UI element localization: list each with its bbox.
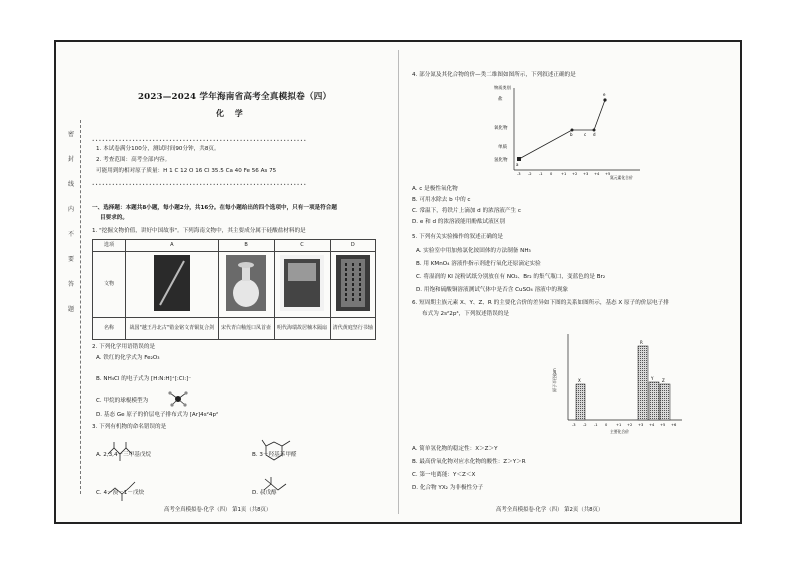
q6-option-a: A. 简单氢化物的稳定性：X＞Z＞Y xyxy=(412,446,498,452)
binding-char: 内 xyxy=(67,206,74,213)
binding-line xyxy=(80,120,81,494)
page-divider xyxy=(398,50,399,514)
q6-option-c: C. 第一电离能：Y＜Z＜X xyxy=(412,472,476,478)
binding-char: 要 xyxy=(67,256,74,263)
x-tick-label: -1 xyxy=(594,423,598,427)
question-2: 2. 下列化学用语错误的是 xyxy=(92,344,156,350)
question-6-cont: 布式为 2s²2p⁴，下列叙述错误的是 xyxy=(422,311,509,317)
x-tick-label: +3 xyxy=(583,172,589,176)
question-4: 4. 部分氮及其化合物的价—类二维图如图所示，下列叙述正确的是 xyxy=(412,72,576,78)
relic-image-vase xyxy=(218,252,274,318)
bar xyxy=(660,384,670,420)
exam-subject: 化 学 xyxy=(216,108,247,118)
x-tick-label: 0 xyxy=(605,423,608,427)
question-6: 6. 短周期主族元素 X、Y、Z、R 的主要化合价的差异如下图的关系如图所示，基态 X 原子的价层电子排 xyxy=(412,300,669,306)
q6-option-b: B. 最高价氧化物对应水化物的酸性：Z＞Y＞R xyxy=(412,459,526,465)
bar-label: X xyxy=(578,378,581,383)
question-3: 3. 下列有机物的命名错误的是 xyxy=(92,424,167,430)
exam-page-1 xyxy=(56,42,398,522)
structure-d xyxy=(262,474,290,500)
x-tick-label: -3 xyxy=(517,172,521,176)
exam-title: 2023—2024 学年海南省高考全真模拟卷（四） xyxy=(138,92,332,102)
binding-char: 封 xyxy=(67,156,74,163)
table-header: B xyxy=(218,240,274,252)
radius-valence-bar-chart xyxy=(550,332,686,434)
x-tick-label: +4 xyxy=(649,423,655,427)
y-axis-label: 原子半径/pm xyxy=(552,368,557,392)
scanned-exam-sheet xyxy=(54,40,742,524)
q5-option-c: C. 将湿润的 KI 淀粉试纸分别放在有 NO₂、Br₂ 的集气瓶口，变蓝色的是 Br₂ xyxy=(416,274,606,280)
binding-margin xyxy=(64,132,78,332)
q2-option-a: A. 铁红的化学式为 Fe₂O₃ xyxy=(96,355,160,361)
note-1: 1. 本试卷满分100分，测试时间90分钟，共8页。 xyxy=(96,146,220,152)
binding-char: 不 xyxy=(67,231,74,238)
x-tick-label: -2 xyxy=(583,423,587,427)
data-point xyxy=(517,157,521,161)
table-header: C xyxy=(274,240,330,252)
x-tick-label: 0 xyxy=(550,172,553,176)
q5-option-d: D. 用饱和硫酸铜溶液测试气体中是否含 CuSO₄ 溶液中的现象 xyxy=(416,287,569,293)
bar xyxy=(649,382,659,420)
point-label: c xyxy=(584,132,587,137)
q4-option-d: D. e 和 d 的浓溶液能用酚酞试液区别 xyxy=(412,219,505,225)
x-tick-label: +2 xyxy=(572,172,578,176)
point-label: e xyxy=(603,92,606,97)
q5-option-b: B. 用 KMnO₄ 溶液作指示剂进行氧化还原滴定实验 xyxy=(416,261,541,267)
names-label: 名称 xyxy=(93,318,126,340)
dotted-separator: •••••••••••••••••••••••••••••••••••••••••••••••••••••••••••••••• xyxy=(92,182,307,187)
x-tick-label: +3 xyxy=(638,423,644,427)
category-label: 盐 xyxy=(498,97,503,102)
x-tick-label: +5 xyxy=(605,172,611,176)
dotted-separator: •••••••••••••••••••••••••••••••••••••••••••••••••••••••••••••••• xyxy=(92,138,307,143)
structure-b xyxy=(260,436,294,464)
x-tick-label: +4 xyxy=(594,172,600,176)
table-header: D xyxy=(330,240,375,252)
category-label: 氢化物 xyxy=(494,158,508,163)
q3-option-c: C. 4－溴－1－戊炔 xyxy=(96,490,145,496)
section-heading-cont: 目要求的。 xyxy=(100,215,128,221)
x-axis-label: 主要化合价 xyxy=(610,429,629,434)
relic-name: 战国"越王丹北古"错金铭文青铜复合剑 xyxy=(126,318,219,340)
nitrogen-valence-chart xyxy=(494,82,644,180)
x-tick-label: -3 xyxy=(572,423,576,427)
q3-option-d: D. 叔戊醇 xyxy=(252,490,277,496)
q4-option-a: A. c 是极性氧化物 xyxy=(412,186,458,192)
q4-option-c: C. 常温下，将铁片上滴加 d 的浓溶液产生 c xyxy=(412,208,521,214)
q6-option-d: D. 化合物 YX₂ 为非极性分子 xyxy=(412,485,484,491)
relic-table xyxy=(92,239,376,340)
structure-c xyxy=(106,476,136,502)
x-tick-label: -1 xyxy=(539,172,543,176)
question-5: 5. 下列有关实验操作的叙述正确的是 xyxy=(412,234,504,240)
note-2: 2. 考查范围：高考全部内容。 xyxy=(96,157,171,163)
point-label: b xyxy=(570,132,573,137)
page-footer-right: 高考全真模拟卷·化学（四） 第2页（共8页） xyxy=(496,506,604,513)
bar xyxy=(576,384,585,420)
bar-label: Z xyxy=(662,378,665,383)
category-label: 氧化物 xyxy=(494,126,508,131)
binding-char: 密 xyxy=(67,131,74,138)
bar xyxy=(638,346,648,420)
relic-name: 明代海瑞故居楠木隔扇 xyxy=(274,318,330,340)
relic-name: 宋代青白釉莲口凤首壶 xyxy=(218,318,274,340)
x-tick-label: +2 xyxy=(627,423,633,427)
category-label: 单质 xyxy=(498,145,507,150)
table-header: 选项 xyxy=(93,240,126,252)
q3-option-a: A. 2,3,4－三甲基戊烷 xyxy=(96,452,152,458)
x-tick-label: +1 xyxy=(561,172,567,176)
x-tick-label: +5 xyxy=(660,423,666,427)
trend-line xyxy=(519,100,605,159)
x-axis-label: 氮元素化合价 xyxy=(610,175,633,180)
q5-option-a: A. 实验室中用加热氯化铵固体的方法制备 NH₃ xyxy=(416,248,531,254)
table-header: A xyxy=(126,240,219,252)
section-heading: 一、选择题：本题共8小题，每小题2分，共16分。在每小题给出的四个选项中，只有一项是符合题 xyxy=(92,205,337,211)
q2-option-b: B. NH₄Cl 的电子式为 [H:N:H]⁺[:Cl:]⁻ xyxy=(96,376,192,382)
relic-image-screen xyxy=(274,252,330,318)
q2-option-d: D. 基态 Ge 原子的价层电子排布式为 [Ar]4s²4p² xyxy=(96,412,219,418)
binding-char: 题 xyxy=(67,306,74,313)
point-label: d xyxy=(593,132,596,137)
q3-option-b: B. 3－羟基苯甲醛 xyxy=(252,452,297,458)
binding-char: 答 xyxy=(67,281,74,288)
binding-char: 线 xyxy=(67,181,74,188)
x-tick-label: -2 xyxy=(528,172,532,176)
page-footer-left: 高考全真模拟卷·化学（四） 第1页（共8页） xyxy=(164,506,272,513)
structure-a xyxy=(106,440,136,464)
q4-option-b: B. 可用水除去 b 中的 c xyxy=(412,197,471,203)
data-point xyxy=(603,98,606,101)
exam-page-2 xyxy=(400,42,740,522)
x-tick-label: +1 xyxy=(616,423,622,427)
row-label: 文物 xyxy=(93,252,126,318)
q2-option-c: C. 甲烷的球棍模型为 xyxy=(96,398,149,404)
relic-image-calligraphy xyxy=(330,252,375,318)
ball-stick-model xyxy=(166,390,190,408)
relic-name: 清代黄庭坚行书轴 xyxy=(330,318,375,340)
bar-label: R xyxy=(640,340,643,345)
bar-label: Y xyxy=(651,376,654,381)
point-label: a xyxy=(516,162,519,167)
x-tick-label: +6 xyxy=(671,423,677,427)
relic-image-sword xyxy=(126,252,219,318)
note-3: 可能用到的相对原子质量：H 1 C 12 O 16 Cl 35.5 Ca 40 Fe 56 As 75 xyxy=(96,168,277,174)
y-axis-label: 物质类别 xyxy=(494,85,511,90)
question-1: 1. "挖掘文物价值，讲好中国故事"。下列海南文物中，其主要成分属于硅酸盐材料的是 xyxy=(92,228,306,234)
